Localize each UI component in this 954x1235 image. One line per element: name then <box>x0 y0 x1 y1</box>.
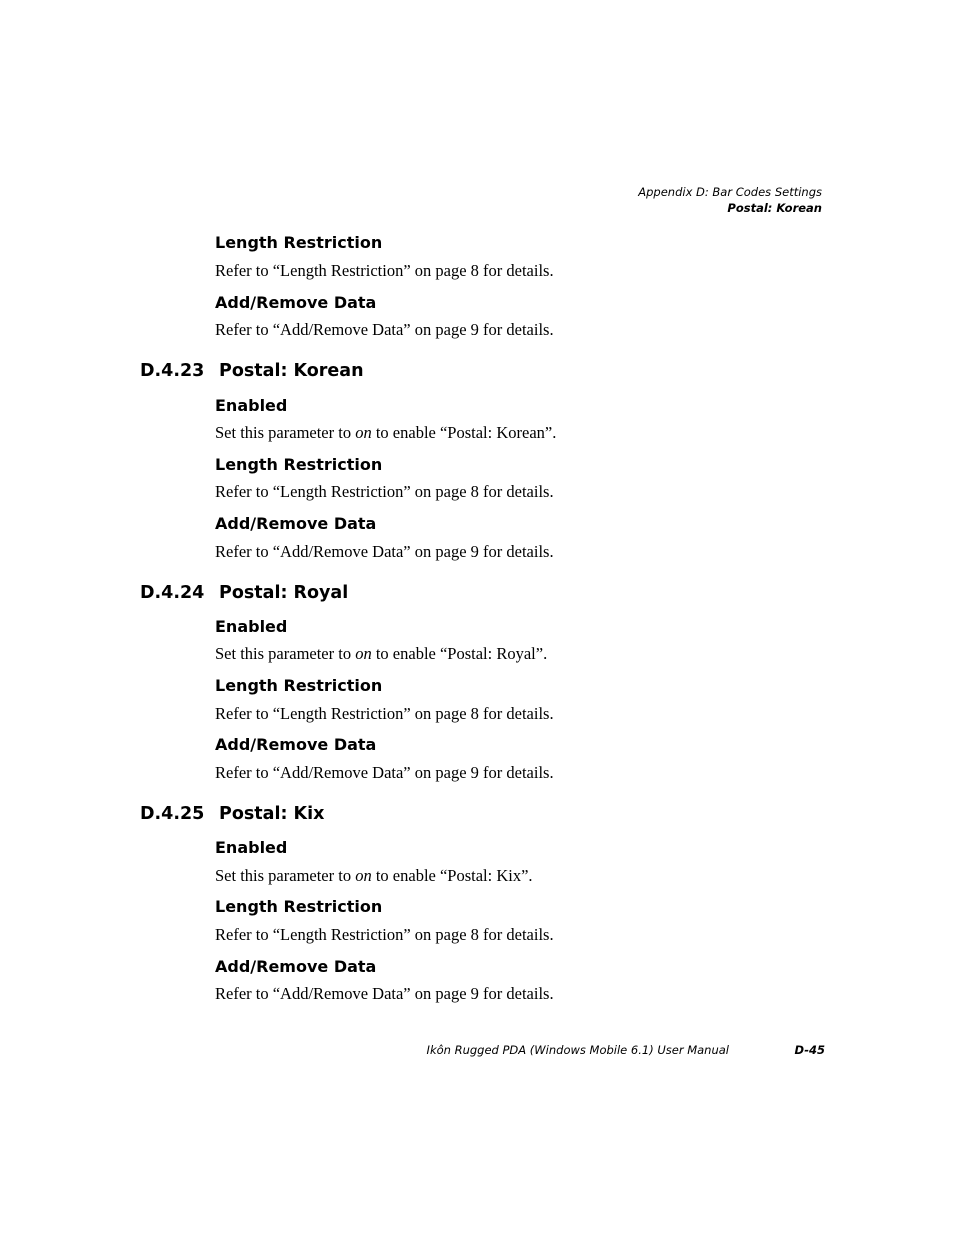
length-heading: Length Restriction <box>215 897 383 916</box>
footer-page-number: D-45 <box>794 1043 825 1057</box>
enabled-text: Set this parameter to on to enable “Postal: Royal”. <box>215 644 548 663</box>
intro-addremove-text: Refer to “Add/Remove Data” on page 9 for details. <box>215 320 554 339</box>
section-title: Postal: Kix <box>219 804 325 824</box>
intro-length-heading: Length Restriction <box>215 233 383 252</box>
enabled-heading: Enabled <box>215 396 288 415</box>
length-text: Refer to “Length Restriction” on page 8 for details. <box>215 925 554 944</box>
addremove-heading: Add/Remove Data <box>215 735 377 754</box>
addremove-text: Refer to “Add/Remove Data” on page 9 for details. <box>215 542 554 561</box>
section-number: D.4.23 <box>140 361 205 381</box>
running-header-section: Postal: Korean <box>727 201 822 215</box>
length-heading: Length Restriction <box>215 455 383 474</box>
intro-addremove-heading: Add/Remove Data <box>215 293 377 312</box>
section-number: D.4.24 <box>140 583 205 603</box>
length-text: Refer to “Length Restriction” on page 8 for details. <box>215 482 554 501</box>
addremove-heading: Add/Remove Data <box>215 957 377 976</box>
length-text: Refer to “Length Restriction” on page 8 for details. <box>215 704 554 723</box>
section-title: Postal: Korean <box>219 361 364 381</box>
length-heading: Length Restriction <box>215 676 383 695</box>
enabled-heading: Enabled <box>215 838 288 857</box>
section-number: D.4.25 <box>140 804 205 824</box>
running-header-chapter: Appendix D: Bar Codes Settings <box>638 185 822 199</box>
addremove-text: Refer to “Add/Remove Data” on page 9 for details. <box>215 984 554 1003</box>
addremove-heading: Add/Remove Data <box>215 514 377 533</box>
section-title: Postal: Royal <box>219 583 349 603</box>
enabled-heading: Enabled <box>215 617 288 636</box>
footer-manual-title: Ikôn Rugged PDA (Windows Mobile 6.1) User Manual <box>426 1043 729 1057</box>
enabled-text: Set this parameter to on to enable “Postal: Kix”. <box>215 866 533 885</box>
enabled-text: Set this parameter to on to enable “Postal: Korean”. <box>215 423 557 442</box>
addremove-text: Refer to “Add/Remove Data” on page 9 for details. <box>215 763 554 782</box>
intro-length-text: Refer to “Length Restriction” on page 8 for details. <box>215 261 554 280</box>
